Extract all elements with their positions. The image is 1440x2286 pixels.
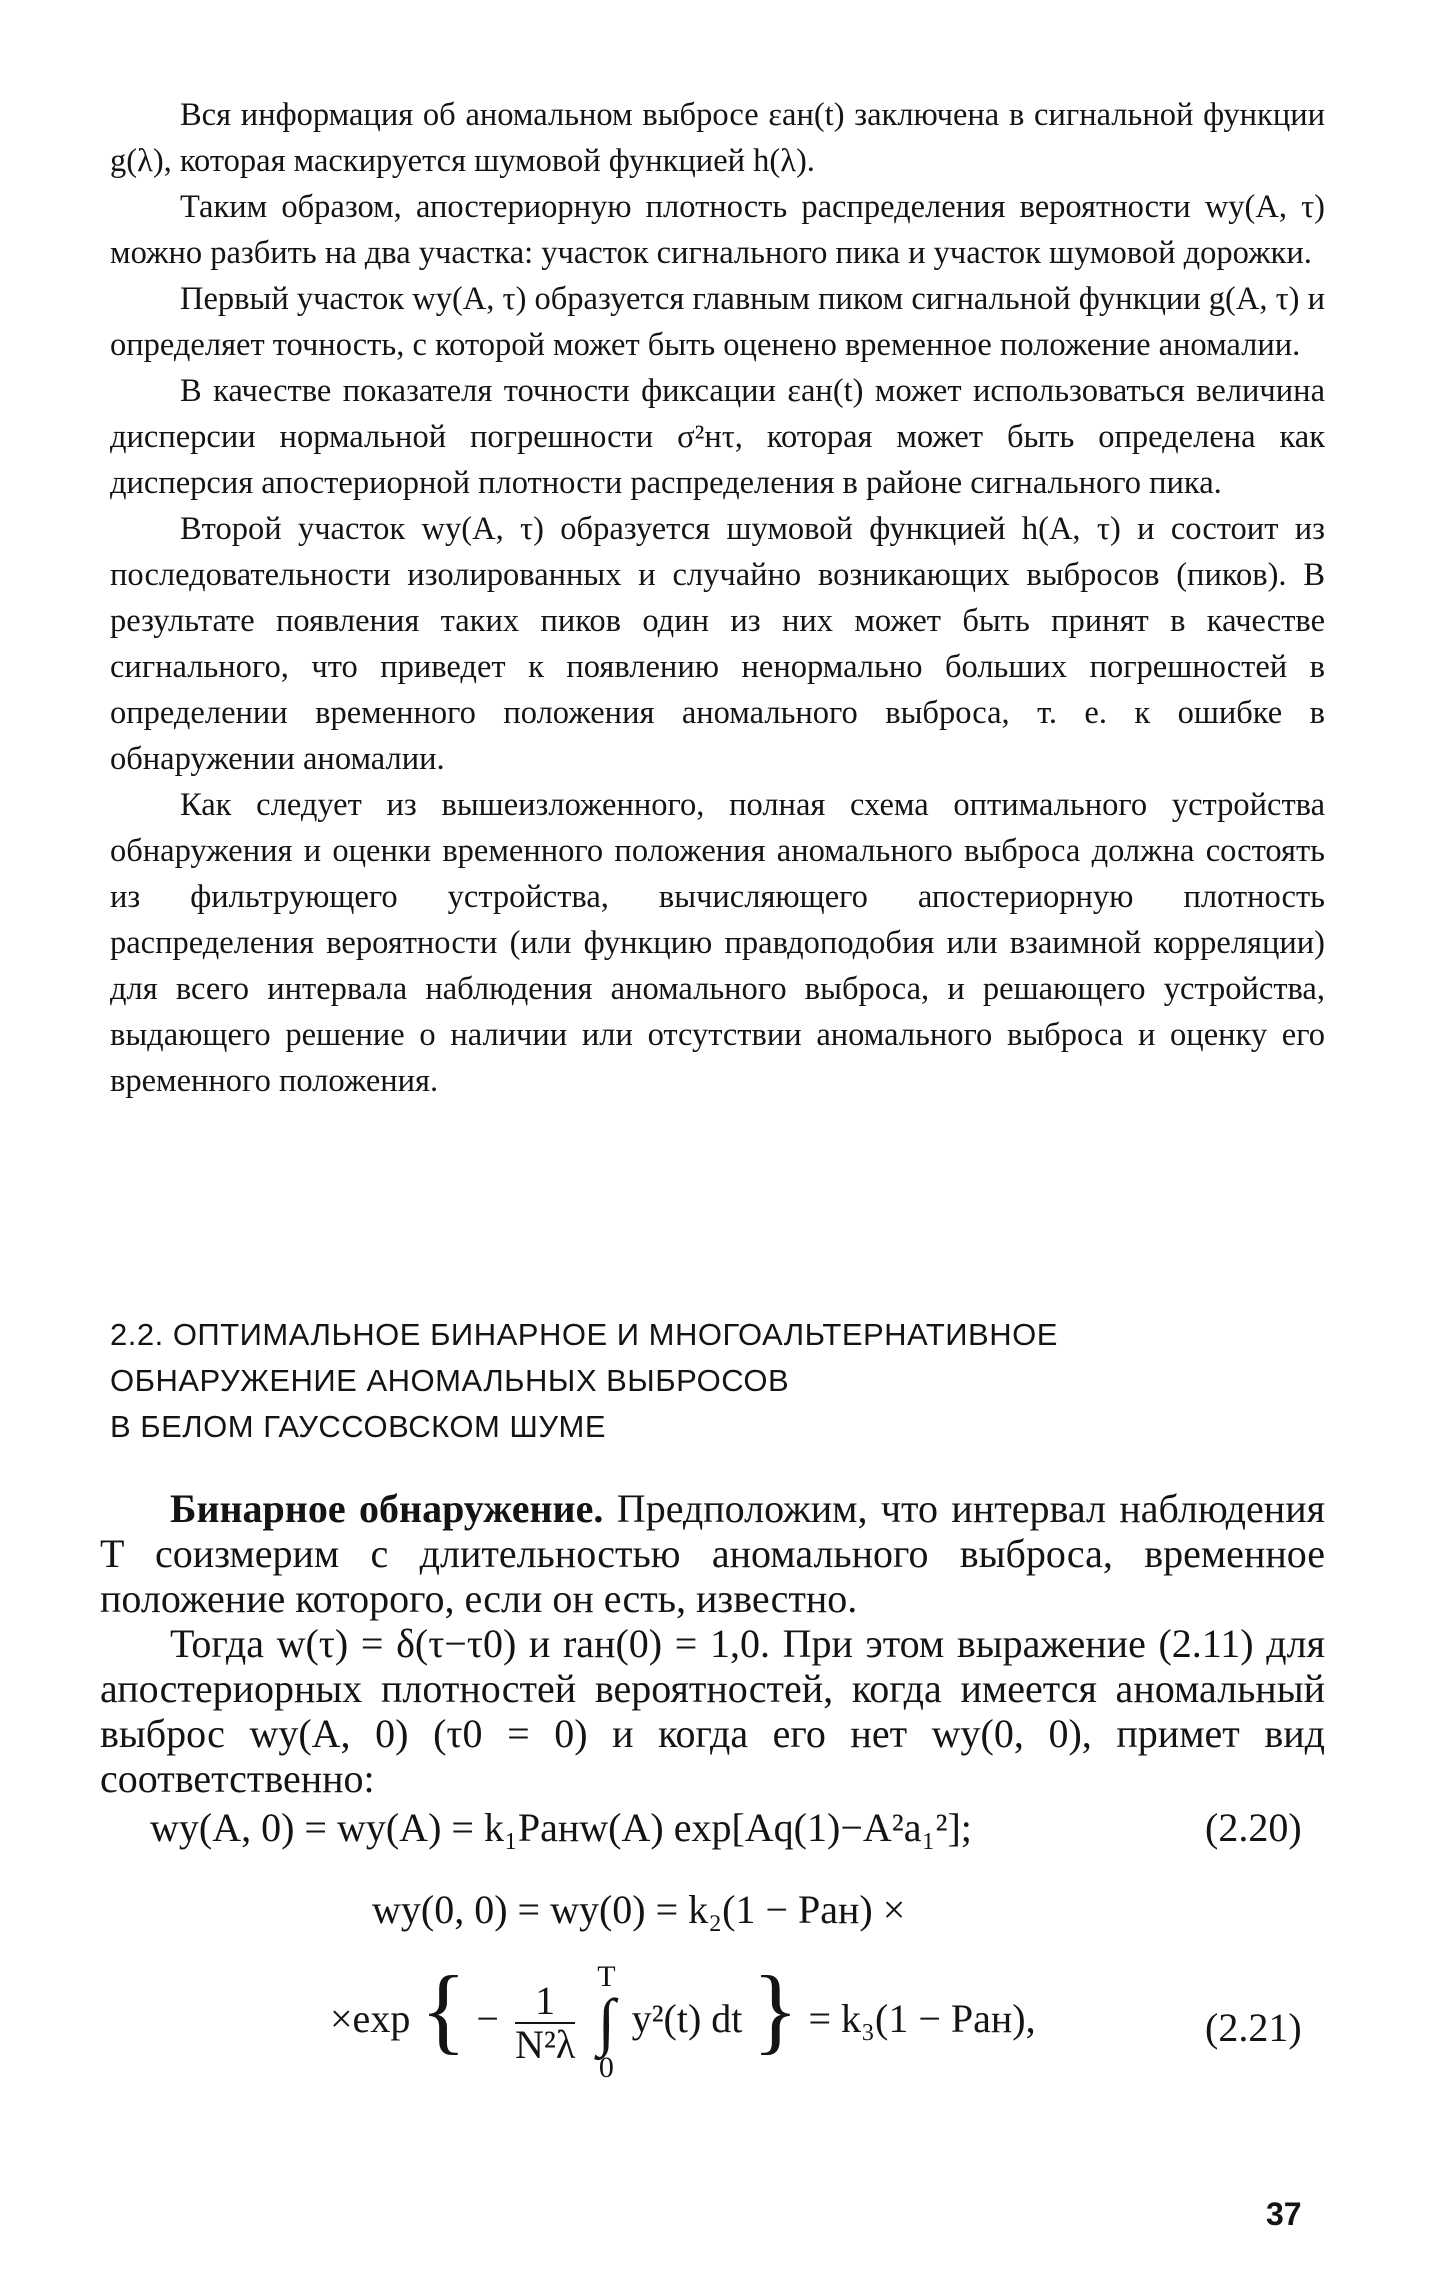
exp-prefix: ×exp [330, 1996, 411, 2041]
integrand: y²(t) dt [631, 1996, 743, 2041]
section-heading-line-3: В БЕЛОМ ГАУССОВСКОМ ШУМЕ [110, 1409, 607, 1444]
binary-lead: Бинарное обнаружение. [170, 1486, 604, 1531]
equation-2-20-number: (2.20) [1205, 1805, 1302, 1850]
body-text-binary [100, 1486, 1325, 1801]
fraction-numerator: 1 [515, 1980, 575, 2024]
binary-paragraph-2: Тогда w(τ) = δ(τ−τ0) и rан(0) = 1,0. При этом выражение (2.11) для апостериорных плотностей вероятностей, когда имеется аномальный выброс wy(A, 0) (τ0 = 0) и когда его нет wy(0, 0), примет вид соответственно: [100, 1621, 1325, 1801]
binary-text-1: Предположим, что интервал наблюдения T соизмерим с длительностью аномального выброса, временное положение которого, если он есть, известно. [100, 1486, 1325, 1621]
paragraph-1: Вся информация об аномальном выбросе εан(t) заключена в сигнальной функции g(λ), которая маскируется шумовой функцией h(λ). [110, 97, 1325, 179]
fraction [514, 1977, 576, 2067]
paragraph-4: В качестве показателя точности фиксации εан(t) может использоваться величина дисперсии нормальной погрешности σ²нτ, которая может быть определена как дисперсия апостериорной плотности распределения в районе сигнального пика. [110, 373, 1325, 501]
paragraph-5: Второй участок wy(A, τ) образуется шумовой функцией h(A, τ) и состоит из последовательности изолированных и случайно возникающих выбросов (пиков). В результате появления таких пиков один из них может быть принят в качестве сигнального, что приведет к появлению ненормально больших погрешностей в определении временного положения аномального выброса, т. е. к ошибке в обнаружении аномалии. [110, 511, 1325, 777]
binary-paragraph-1 [100, 1486, 1325, 1621]
equation-2-21-line-2 [330, 1952, 1036, 2083]
integral-lower-limit: 0 [598, 2051, 614, 2085]
equation-2-20: wy(A, 0) = wy(A) = k₁Pанw(A) exp[Aq(1)−A²a₁²]; [150, 1805, 972, 1850]
fraction-denominator: N²λ [514, 2021, 576, 2067]
section-heading-line-2: ОБНАРУЖЕНИЕ АНОМАЛЬНЫХ ВЫБРОСОВ [110, 1363, 790, 1398]
paragraph-2: Таким образом, апостериорную плотность распределения вероятности wy(A, τ) можно разбить на два участка: участок сигнального пика и участок шумовой дорожки. [110, 189, 1325, 271]
left-brace: { [420, 1956, 467, 2063]
paragraph-6: Как следует из вышеизложенного, полная схема оптимального устройства обнаружения и оценки временного положения аномального выброса должна состоять из фильтрующего устройства, вычисляющего апостериорную плотность распределения вероятности (или функцию правдоподобия или взаимной корреляции) для всего интервала наблюдения аномального выброса, и решающего устройства, выдающего решение о наличии или отсутствии аномального выброса и оценку его временного положения. [110, 787, 1325, 1099]
page-number: 37 [1266, 2196, 1302, 2232]
section-heading [110, 1312, 1325, 1450]
integral-upper-limit: T [597, 1960, 616, 1994]
equation-2-21-line-1: wy(0, 0) = wy(0) = k₂(1 − Pан) × [372, 1887, 906, 1932]
paragraph-3: Первый участок wy(A, τ) образуется главным пиком сигнальной функции g(A, τ) и определяет точность, с которой может быть оценено временное положение аномалии. [110, 281, 1325, 363]
integral-sign: ∫ [597, 1986, 616, 2058]
minus-sign: − [476, 1996, 499, 2041]
integral [597, 1962, 615, 2083]
right-brace: } [752, 1956, 799, 2063]
equation-2-21-rhs: = k₃(1 − Pан), [808, 1996, 1036, 2041]
section-heading-line-1: 2.2. ОПТИМАЛЬНОЕ БИНАРНОЕ И МНОГОАЛЬТЕРНАТИВНОЕ [110, 1317, 1058, 1352]
body-text-top [110, 92, 1325, 1104]
equation-2-21-number: (2.21) [1205, 2005, 1302, 2050]
